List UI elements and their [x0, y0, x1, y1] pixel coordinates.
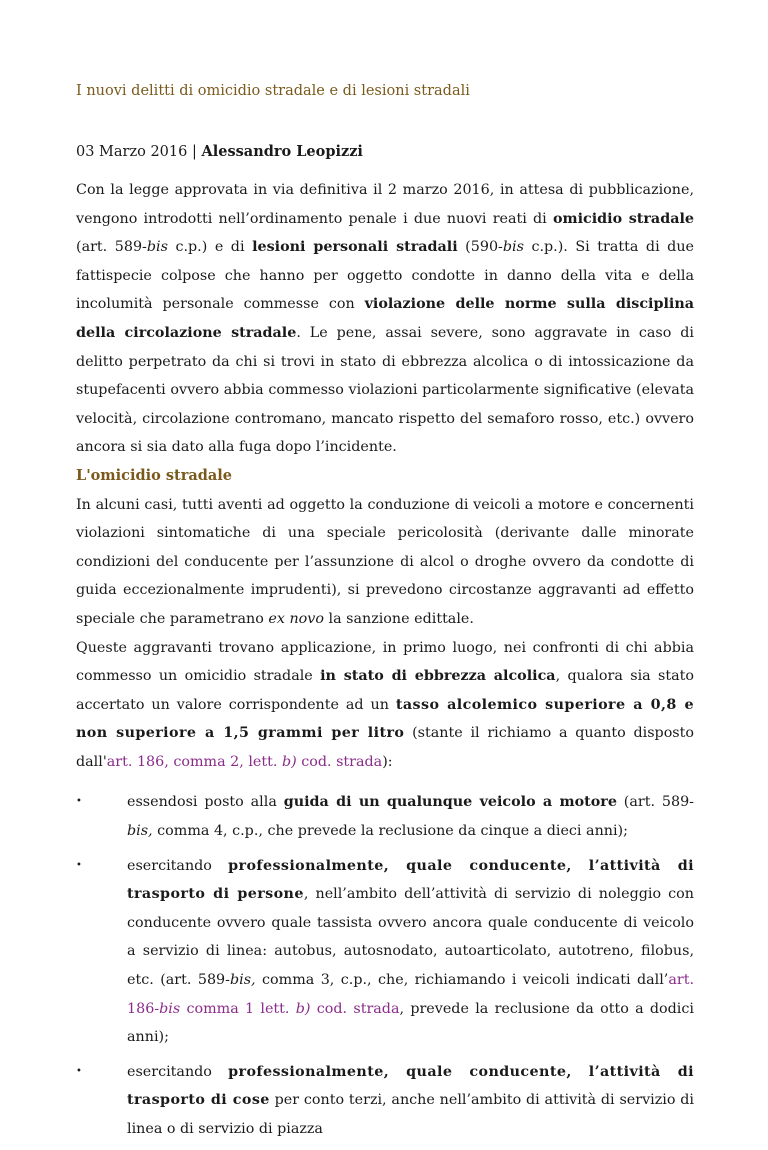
intro-paragraph [76, 176, 694, 462]
list-item [76, 852, 694, 1052]
article-body [76, 176, 694, 1150]
item-text: comma 4, c.p., che prevede la reclusione da cinque a dieci anni); [152, 823, 628, 840]
bullet-icon: • [76, 796, 82, 808]
item-text: , nell’ambito dell’attività di servizio di noleggio con conducente ovvero quale tassista ovvero ancora quale conducente di veicolo a servizio di linea: autobus, autosnodato, autoarticolato, autotreno, filobus, etc. (art. 589- [127, 886, 694, 989]
paragraph-text: la sanzione edittale. [323, 610, 474, 627]
link-text[interactable]: comma 1 lett. [180, 1000, 296, 1017]
list-item [76, 1058, 694, 1144]
byline-separator: | [187, 144, 202, 160]
item-text: comma 3, c.p., che, richiamando i veicoli indicati dall’ [255, 972, 669, 989]
item-italic: bis, [127, 823, 153, 840]
byline [76, 143, 363, 160]
item-bold: guida di un qualunque veicolo a motore [283, 794, 617, 811]
bullet-list [76, 788, 694, 1143]
section-paragraph-1 [76, 491, 694, 634]
intro-text: . Le pene, assai severe, sono aggravate in caso di delitto perpetrato da chi si trovi in stato di ebbrezza alcolica o di intossicazione da stupefacenti ovvero abbia commesso violazioni particolarmente significative (elevata velocità, circolazione contromano, mancato rispetto del semaforo rosso, etc.) ovvero ancora si sia dato alla fuga dopo l’incidente. [76, 324, 695, 456]
paragraph-bold: tasso alcolemico superiore a 0,8 e non superiore a 1,5 grammi per litro [76, 696, 694, 742]
cod-strada-link[interactable] [107, 754, 382, 770]
paragraph-italic: ex novo [268, 610, 324, 627]
paragraph-text: ): [382, 753, 393, 770]
paragraph-text: Queste aggravanti trovano applicazione, in primo luogo, nei confronti di chi abbia commesso un omicidio stradale [76, 639, 694, 685]
intro-text: c.p.) e di [167, 239, 253, 256]
intro-text: Con la legge approvata in via definitiva il 2 marzo 2016, in attesa di pubblicazione, vengono introdotti nell’ordinamento penale i due nuovi reati di [76, 182, 694, 227]
article-date: 03 Marzo 2016 [76, 144, 188, 160]
item-text: esercitando [127, 857, 229, 874]
intro-text: (590- [457, 239, 503, 256]
paragraph-bold: in stato di ebbrezza alcolica [320, 668, 556, 685]
intro-text: (art. 589- [76, 239, 147, 256]
bullet-icon: • [76, 859, 82, 871]
section-heading: L'omicidio stradale [76, 466, 233, 484]
link-text[interactable]: art. 186, comma 2, lett. [106, 753, 282, 770]
intro-bold: lesioni personali stradali [252, 239, 458, 256]
bullet-icon: • [76, 1065, 82, 1077]
intro-italic: bis [146, 239, 168, 256]
item-text: esercitando [127, 1063, 229, 1080]
item-text: , prevede la reclusione da otto a dodici anni); [127, 1000, 694, 1046]
paragraph-text: , qualora sia stato accertato un valore corrispondente ad un [76, 668, 694, 713]
link-text[interactable]: cod. strada [296, 753, 383, 770]
intro-italic: bis [502, 239, 524, 256]
link-italic[interactable]: b) [295, 1000, 311, 1017]
item-text: (art. 589- [616, 794, 695, 811]
paragraph-text: (stante il richiamo a quanto disposto dall' [76, 725, 694, 770]
intro-text: c.p.). Si tratta di due fattispecie colpose che hanno per oggetto condotte in danno della vita e della incolumità personale commesse con [76, 239, 694, 313]
section-paragraph-2 [76, 634, 694, 777]
intro-bold: omicidio stradale [552, 210, 694, 227]
item-text: essendosi posto alla [127, 794, 284, 811]
item-bold: professionalmente, quale conducente, l’attività di trasporto di cose [127, 1063, 694, 1109]
paragraph-text: In alcuni casi, tutti aventi ad oggetto la conduzione di veicoli a motore e concernenti violazioni sintomatiche di una speciale pericolosità (derivante dalle minorate condizioni del conducente per l’assunzione di alcol o droghe ovvero da condotte di guida eccezionalmente imprudenti), si prevedono circostanze aggravanti ad effetto speciale che parametrano [76, 496, 694, 627]
list-item [76, 788, 694, 845]
link-text[interactable]: cod. strada [310, 1000, 400, 1017]
item-bold: professionalmente, quale conducente, l’attività di trasporto di persone [127, 857, 694, 903]
article-title: I nuovi delitti di omicidio stradale e di lesioni stradali [76, 83, 470, 99]
link-italic[interactable]: bis [159, 1000, 181, 1017]
item-italic: bis, [229, 972, 256, 989]
intro-bold: violazione delle norme sulla disciplina della circolazione stradale [76, 296, 694, 341]
link-text[interactable]: art. 186- [127, 972, 694, 1017]
article-author: Alessandro Leopizzi [201, 143, 363, 160]
link-italic[interactable]: b) [281, 753, 297, 770]
item-text: per conto terzi, anche nell’ambito di attività di servizio di linea o di servizio di piazza [127, 1092, 694, 1137]
